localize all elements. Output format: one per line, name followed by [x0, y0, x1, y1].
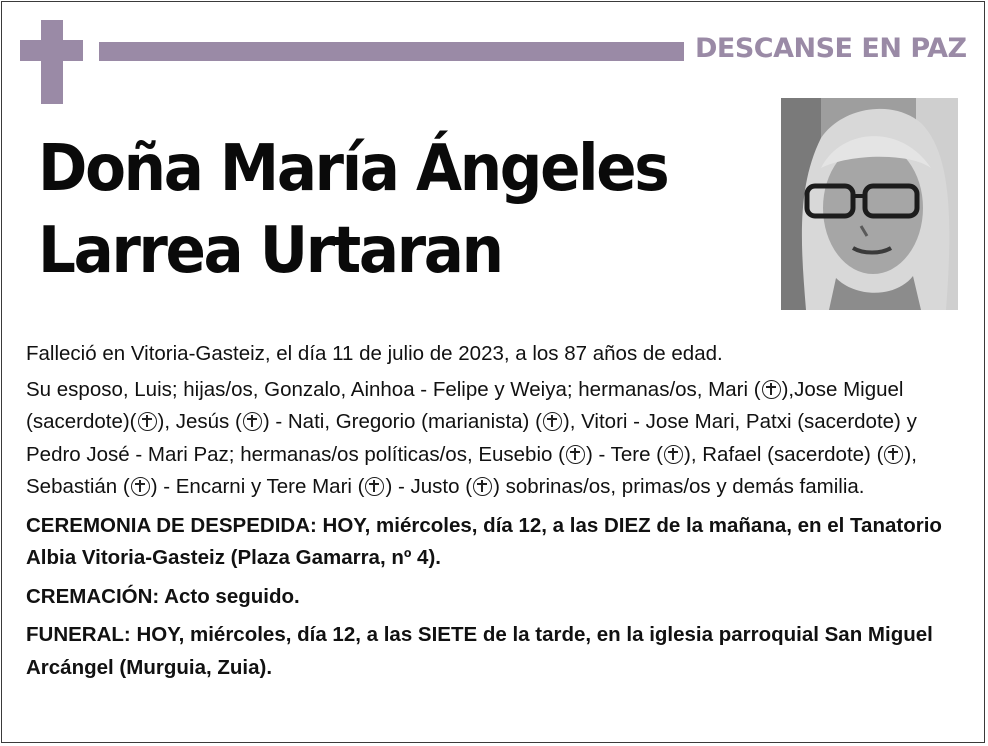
cross-icon — [664, 445, 683, 464]
obituary-card — [1, 1, 985, 743]
header-label: DESCANSE EN PAZ — [695, 33, 967, 64]
ceremony-info: CEREMONIA DE DESPEDIDA: HOY, miércoles, día 12, a las DIEZ de la mañana, en el Tanatorio Albia Vitoria-Gasteiz (Plaza Gamarra, nº 4). — [26, 513, 942, 569]
name-line-2: Larrea Urtaran — [38, 214, 502, 288]
cross-icon — [365, 477, 384, 496]
obituary-body — [26, 338, 966, 684]
cremation-info: CREMACIÓN: Acto seguido. — [26, 584, 300, 608]
cross-icon — [543, 412, 562, 431]
name-line-1: Doña María Ángeles — [38, 132, 668, 206]
cross-icon — [138, 412, 157, 431]
cross-icon-vertical — [41, 20, 63, 104]
funeral-info: FUNERAL: HOY, miércoles, día 12, a las SIETE de la tarde, en la iglesia parroquial San Miguel Arcángel (Murguia, Zuia). — [26, 623, 933, 679]
cross-icon — [473, 477, 492, 496]
portrait-photo — [781, 98, 958, 310]
cross-icon — [884, 445, 903, 464]
header-band — [99, 42, 684, 61]
family-list: Su esposo, Luis; hijas/os, Gonzalo, Ainhoa - Felipe y Weiya; hermanas/os, Mari ( ),Jose Miguel (sacerdote)( ), Jesús ( ) - Nati, Gregorio (marianista) ( ), Vitori - Jose Mari, Patxi (sacerdote) y Pedro José - Mari Paz; hermanas/os políticas/os, Eusebio ( ) - Tere ( ), Rafael (sacerdote) ( ), Sebastián ( ) - Encarni y Tere Mari ( ) - Justo ( ) sobrinas/os, primas/os y demás familia. — [26, 377, 917, 498]
cross-icon — [762, 380, 781, 399]
cross-icon-horizontal — [20, 40, 83, 61]
cross-icon — [131, 477, 150, 496]
deceased-name — [38, 128, 667, 292]
portrait-photo-icon — [781, 98, 958, 310]
cross-icon — [243, 412, 262, 431]
death-notice: Falleció en Vitoria-Gasteiz, el día 11 de julio de 2023, a los 87 años de edad. — [26, 342, 723, 365]
cross-icon — [566, 445, 585, 464]
